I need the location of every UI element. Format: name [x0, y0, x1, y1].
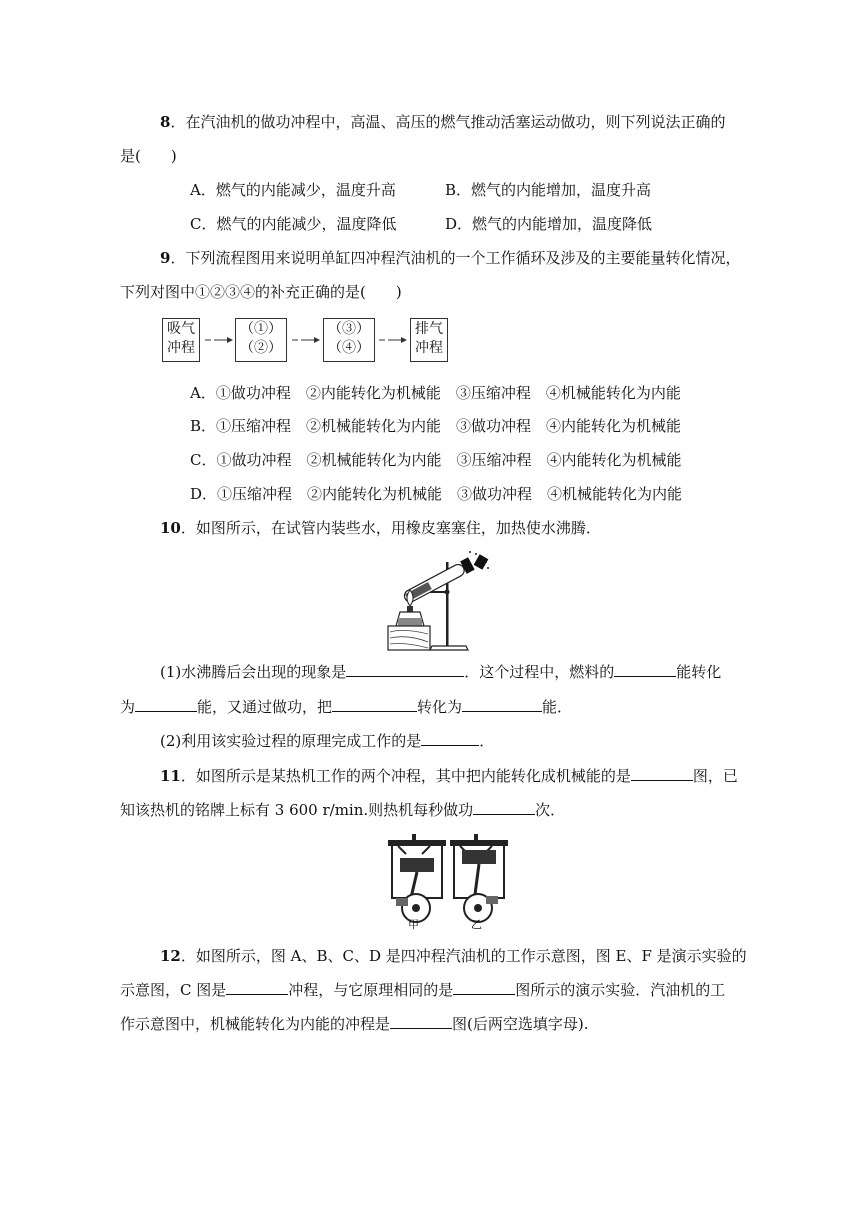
q8-option-d: D．燃气的内能增加，温度降低 [445, 215, 653, 233]
q9-option-a: A．①做功冲程 ②内能转化为机械能 ③压缩冲程 ④机械能转化为内能 [190, 384, 681, 402]
test-tube-heating-figure [384, 548, 494, 654]
q9-number: 9 [160, 249, 171, 267]
q10-stem [160, 518, 601, 538]
q9-option-c: C．①做功冲程 ②机械能转化为内能 ③压缩冲程 ④内能转化为机械能 [190, 451, 682, 469]
q12-l2-b: 冲程，与它原理相同的是 [288, 981, 454, 999]
q10-part1-line1 [160, 662, 721, 682]
q11-l1-b: 图，已 [692, 767, 738, 785]
q9-stem-1: ．下列流程图用来说明单缸四冲程汽油机的一个工作循环及涉及的主要能量转化情况， [170, 249, 741, 267]
q10-blank-converted-to[interactable] [135, 697, 197, 712]
q8-option-a: A．燃气的内能减少，温度升高 [190, 181, 396, 199]
engine-strokes-figure [386, 830, 510, 932]
q10-blank-work-to[interactable] [462, 697, 542, 712]
flow-box-step1: （①） [240, 321, 282, 337]
flow-box-exhaust [410, 318, 448, 362]
q8-stem-1: ．在汽油机的做功冲程中，高温、高压的燃气推动活塞运动做功，则下列说法正确的 [170, 113, 726, 131]
q10-p1-e: 能，又通过做功，把 [197, 698, 333, 716]
engine-label-left: 甲 [408, 918, 419, 931]
q12-number: 12 [160, 947, 181, 965]
q11-l1-a: ．如图所示是某热机工作的两个冲程，其中把内能转化成机械能的是 [180, 767, 631, 785]
q10-p1-d: 为 [120, 698, 136, 716]
flow-box-intake-l2: 冲程 [167, 340, 195, 356]
flow-box-step2: （②） [240, 340, 282, 356]
q10-blank-application[interactable] [421, 731, 479, 746]
q10-blank-fuel-energy[interactable] [614, 662, 676, 677]
flow-arrow-3 [378, 334, 408, 346]
q12-blank-mech-to-internal[interactable] [390, 1014, 452, 1029]
engine-right [450, 834, 508, 922]
flow-box-step-1-2 [235, 318, 287, 362]
q8-option-c: C．燃气的内能减少，温度降低 [190, 215, 397, 233]
q12-l3-a: 作示意图中，机械能转化为内能的冲程是 [120, 1015, 391, 1033]
q10-number: 10 [160, 519, 181, 537]
q8-line1 [160, 112, 725, 132]
flow-box-step-3-4 [323, 318, 375, 362]
flow-box-exhaust-l2: 冲程 [415, 340, 443, 356]
q8-number: 8 [160, 113, 171, 131]
q10-p2-b: ． [479, 732, 495, 750]
flow-arrow-2 [291, 334, 321, 346]
q12-l1: ．如图所示，图 A、B、C、D 是四冲程汽油机的工作示意图，图 E、F 是演示实验的 [180, 947, 747, 965]
flow-box-intake-l1: 吸气 [167, 321, 195, 337]
q12-l2-c: 图所示的演示实验．汽油机的工 [515, 981, 726, 999]
flow-box-intake [162, 318, 200, 362]
engine-label-right: 乙 [471, 918, 482, 931]
q9-option-b: B．①压缩冲程 ②机械能转化为内能 ③做功冲程 ④内能转化为机械能 [190, 417, 682, 435]
q11-line1 [160, 766, 738, 786]
q10-p1-g: 能． [542, 698, 573, 716]
q10-p1-a: (1)水沸腾后会出现的现象是 [160, 663, 347, 681]
q12-l3-b: 图(后两空选填字母). [452, 1015, 589, 1033]
q8-line2: 是( ) [120, 147, 177, 165]
engine-left [388, 834, 446, 922]
q12-l2-a: 示意图，C 图是 [120, 981, 227, 999]
q10-part2 [160, 731, 494, 751]
flow-box-exhaust-l1: 排气 [415, 321, 443, 337]
q12-blank-stroke[interactable] [226, 980, 288, 995]
q8-option-b: B．燃气的内能增加，温度升高 [445, 181, 652, 199]
flow-arrow-1 [204, 334, 234, 346]
flow-box-step3: （③） [328, 321, 370, 337]
q9-line2: 下列对图中①②③④的补充正确的是( ) [120, 283, 402, 301]
flow-box-step4: （④） [328, 340, 370, 356]
q11-number: 11 [160, 767, 181, 785]
q10-p1-c: 能转化 [676, 663, 722, 681]
q9-line1 [160, 248, 740, 268]
q11-blank-figure[interactable] [631, 766, 693, 781]
q10-p2-a: (2)利用该实验过程的原理完成工作的是 [160, 732, 422, 750]
q11-blank-times[interactable] [473, 800, 535, 815]
q11-l2-a: 知该热机的铭牌上标有 3 600 r/min.则热机每秒做功 [120, 801, 474, 819]
q12-line1 [160, 946, 747, 966]
q10-stem-text: ．如图所示，在试管内装些水，用橡皮塞塞住，加热使水沸腾． [180, 519, 601, 537]
q12-line2 [120, 980, 725, 1000]
q10-p1-f: 转化为 [417, 698, 463, 716]
q12-blank-demo[interactable] [453, 980, 515, 995]
q11-line2 [120, 800, 565, 820]
q11-l2-b: 次． [535, 801, 566, 819]
q10-p1-b: ．这个过程中，燃料的 [464, 663, 615, 681]
q10-blank-phenomenon[interactable] [346, 662, 464, 677]
q10-part1-line2 [120, 697, 572, 717]
q9-option-d: D．①压缩冲程 ②内能转化为机械能 ③做功冲程 ④机械能转化为内能 [190, 485, 683, 503]
q12-line3 [120, 1014, 589, 1034]
q10-blank-work-from[interactable] [332, 697, 417, 712]
